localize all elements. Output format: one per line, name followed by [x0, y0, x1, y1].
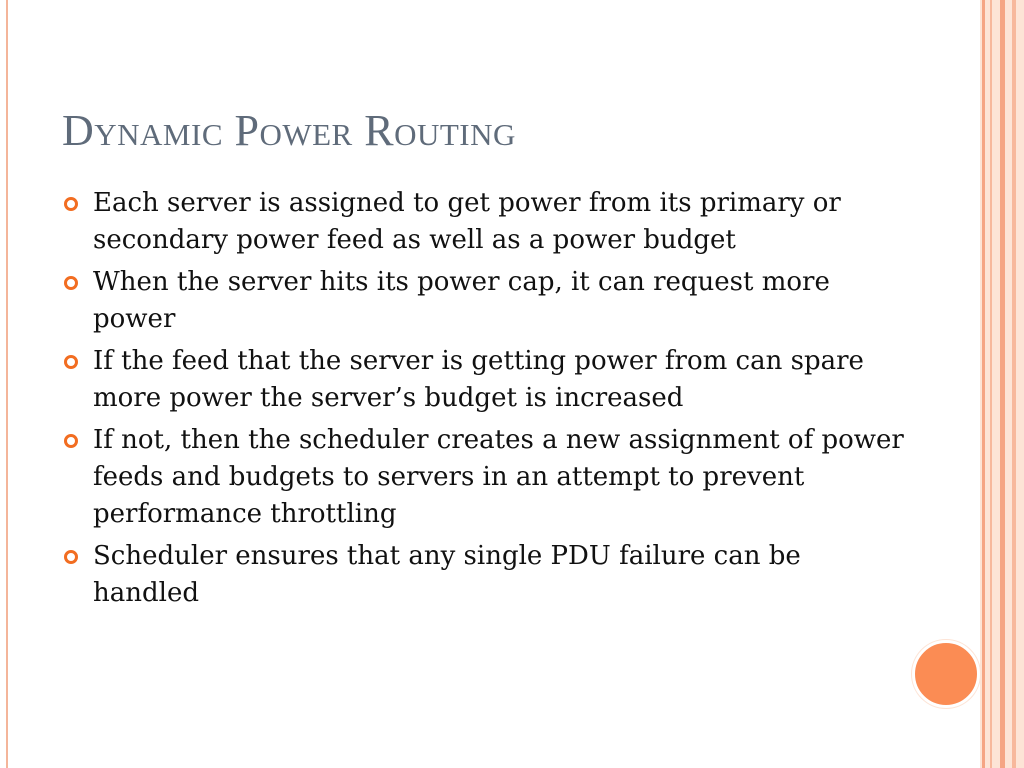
- decorative-stripe: [1000, 0, 1005, 768]
- decorative-stripe: [990, 0, 992, 768]
- slide-title: Dynamic Power Routing: [62, 106, 516, 155]
- bullet-list: [64, 185, 904, 617]
- circle-bullet-icon: [64, 550, 78, 564]
- bullet-item: [64, 264, 904, 338]
- bullet-text: When the server hits its power cap, it can request more power: [93, 267, 830, 334]
- bullet-item: [64, 185, 904, 259]
- decorative-stripe: [982, 0, 985, 768]
- decorative-circle: [912, 640, 980, 708]
- left-border-line: [6, 0, 8, 768]
- bullet-item: [64, 343, 904, 417]
- bullet-item: [64, 422, 904, 533]
- circle-bullet-icon: [64, 276, 78, 290]
- bullet-text: If the feed that the server is getting power from can spare more power the server’s budget is increased: [93, 346, 864, 413]
- bullet-text: Scheduler ensures that any single PDU failure can be handled: [93, 541, 801, 608]
- decorative-stripe: [1012, 0, 1016, 768]
- circle-bullet-icon: [64, 434, 78, 448]
- circle-bullet-icon: [64, 355, 78, 369]
- bullet-text: Each server is assigned to get power from its primary or secondary power feed as well as a power budget: [93, 188, 841, 255]
- bullet-text: If not, then the scheduler creates a new assignment of power feeds and budgets to servers in an attempt to prevent performance throttling: [93, 425, 904, 529]
- bullet-item: [64, 538, 904, 612]
- circle-bullet-icon: [64, 197, 78, 211]
